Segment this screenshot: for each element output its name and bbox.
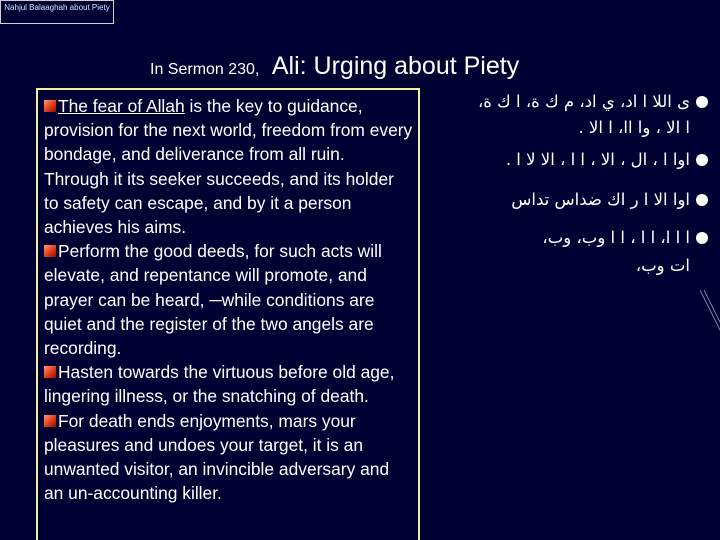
- round-bullet-icon: [696, 232, 708, 244]
- square-bullet-icon: [44, 366, 56, 378]
- arabic-line-4: [511, 190, 708, 209]
- english-paragraph-4: [44, 409, 413, 506]
- arabic-line-text: اوا الا ا ر اك ضداس تداس: [511, 190, 690, 209]
- english-paragraph-2: [44, 239, 413, 360]
- decorative-line-icon: [700, 290, 720, 350]
- slide-title-main: Ali: Urging about Piety: [271, 52, 520, 80]
- slide-title-prefix: In Sermon 230,: [150, 61, 260, 78]
- paragraph-text: Perform the good deeds, for such acts will elevate, and repentance will promote, and prayer can be heard, ─while conditions are quiet and the register of the two angels are recording.: [44, 241, 382, 359]
- arabic-line-3: [506, 150, 708, 169]
- paragraph-text: For death ends enjoyments, mars your pleasures and undoes your target, it is an unwanted visitor, an invincible adversary and an un-accounting killer.: [44, 410, 390, 504]
- arabic-line-1: [478, 92, 708, 111]
- english-text-panel: [36, 88, 420, 540]
- english-paragraph-3: [44, 360, 413, 408]
- arabic-line-text: ى اللا ا اد، ي اد، م ك ة، ا ك ة،: [477, 92, 690, 111]
- arabic-line-5: [542, 228, 708, 247]
- arabic-line-text: اوا ا ، ال ، الا ، ا ا ، الا لا ا .: [505, 150, 690, 169]
- english-paragraph-1: [44, 94, 413, 239]
- arabic-line-text: ا الا ، وا اا، ا الا .: [578, 118, 690, 137]
- arabic-line-6: [636, 256, 690, 275]
- paragraph-lead: The fear of Allah: [58, 96, 185, 116]
- slide-title: [150, 52, 519, 81]
- round-bullet-icon: [696, 194, 708, 206]
- square-bullet-icon: [44, 100, 56, 112]
- slide-tag: [0, 0, 114, 24]
- round-bullet-icon: [696, 154, 708, 166]
- arabic-text-panel: [426, 88, 720, 388]
- paragraph-text: is the key to guidance, provision for the next world, freedom from every bondage, and deliverance from all ruin. Through it its seeker succeeds, and its holder to safety can escape, and by it a person achieves his aims.: [44, 96, 413, 238]
- square-bullet-icon: [44, 245, 56, 257]
- arabic-line-2: [579, 118, 691, 137]
- slide-tag-text: Nahjul Balaaghah about Piety: [4, 3, 110, 12]
- arabic-line-text: ات وب،: [635, 256, 690, 275]
- square-bullet-icon: [44, 415, 56, 427]
- arabic-line-text: ا ا ا، ا ا ، ا ا وب، وب،: [542, 228, 690, 247]
- round-bullet-icon: [696, 96, 708, 108]
- paragraph-text: Hasten towards the virtuous before old age, lingering illness, or the snatching of death.: [44, 362, 395, 407]
